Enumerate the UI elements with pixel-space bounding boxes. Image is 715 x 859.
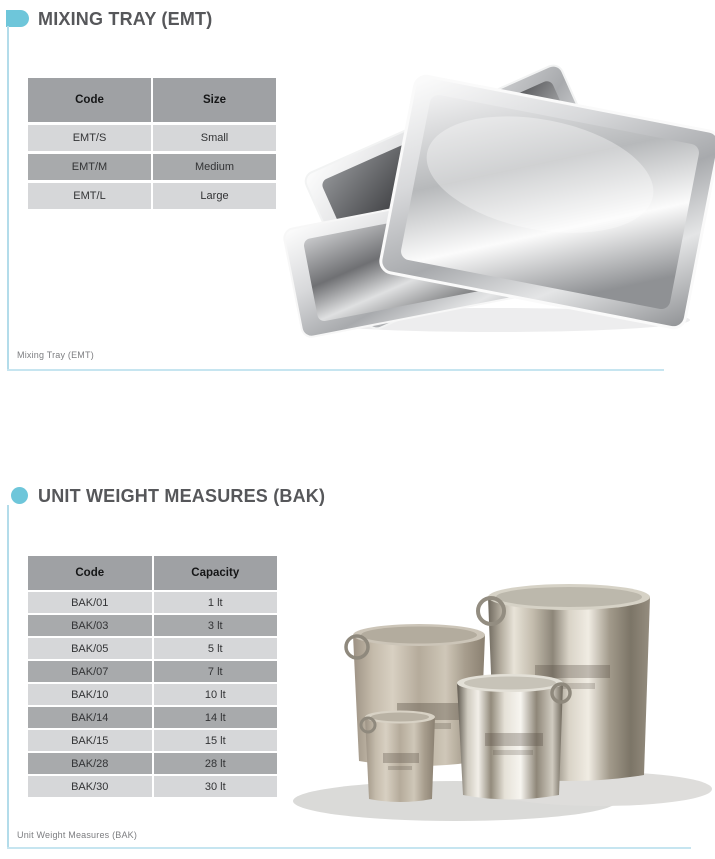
table-row [28,707,277,728]
table-header-row [28,556,277,590]
table-cell-capacity: 7 lt [154,661,278,682]
bucket-front-center [457,674,570,800]
table-cell-capacity: 30 lt [154,776,278,797]
section-bullet-dot [11,487,28,504]
table-cell-code: BAK/05 [28,638,152,659]
section-title-unit-weight-measures: UNIT WEIGHT MEASURES (BAK) [38,486,326,506]
unit-weight-table [28,556,277,797]
table-row [28,684,277,705]
mixing-tray-photo [280,62,715,340]
table-cell-size: Medium [153,154,276,180]
table-cell-code: BAK/07 [28,661,152,682]
photo-caption: Unit Weight Measures (BAK) [17,830,138,840]
table-cell-capacity: 10 lt [154,684,278,705]
section-bottom-rule [7,369,664,371]
section-bottom-rule [7,847,691,849]
table-row [28,661,277,682]
table-cell-capacity: 5 lt [154,638,278,659]
table-cell-capacity: 14 lt [154,707,278,728]
table-row [28,125,276,151]
table-cell-capacity: 3 lt [154,615,278,636]
table-row [28,776,277,797]
table-cell-code: BAK/15 [28,730,152,751]
table-cell-code: BAK/03 [28,615,152,636]
unit-weight-measures-photo [285,565,715,833]
table-row [28,154,276,180]
table-header-row [28,78,276,122]
table-cell-code: BAK/28 [28,753,152,774]
table-cell-code: BAK/10 [28,684,152,705]
table-cell-code: EMT/S [28,125,151,151]
table-cell-size: Large [153,183,276,209]
column-header-code: Code [28,78,151,122]
table-cell-code: BAK/30 [28,776,152,797]
table-cell-size: Small [153,125,276,151]
table-cell-capacity: 15 lt [154,730,278,751]
table-row [28,592,277,613]
photo-caption: Mixing Tray (EMT) [17,350,94,360]
table-row [28,730,277,751]
column-header-capacity: Capacity [154,556,278,590]
section-left-rule [7,505,9,849]
table-cell-code: EMT/M [28,154,151,180]
mixing-tray-table [28,78,276,209]
table-cell-capacity: 28 lt [154,753,278,774]
column-header-code: Code [28,556,152,590]
table-cell-code: BAK/01 [28,592,152,613]
table-row [28,638,277,659]
bucket-small-left [361,711,435,803]
table-row [28,615,277,636]
table-row [28,753,277,774]
table-cell-code: EMT/L [28,183,151,209]
section-title-mixing-tray: MIXING TRAY (EMT) [38,9,213,29]
section-bullet-flag [6,10,29,27]
table-cell-capacity: 1 lt [154,592,278,613]
column-header-size: Size [153,78,276,122]
table-cell-code: BAK/14 [28,707,152,728]
table-row [28,183,276,209]
section-left-rule [7,26,9,371]
